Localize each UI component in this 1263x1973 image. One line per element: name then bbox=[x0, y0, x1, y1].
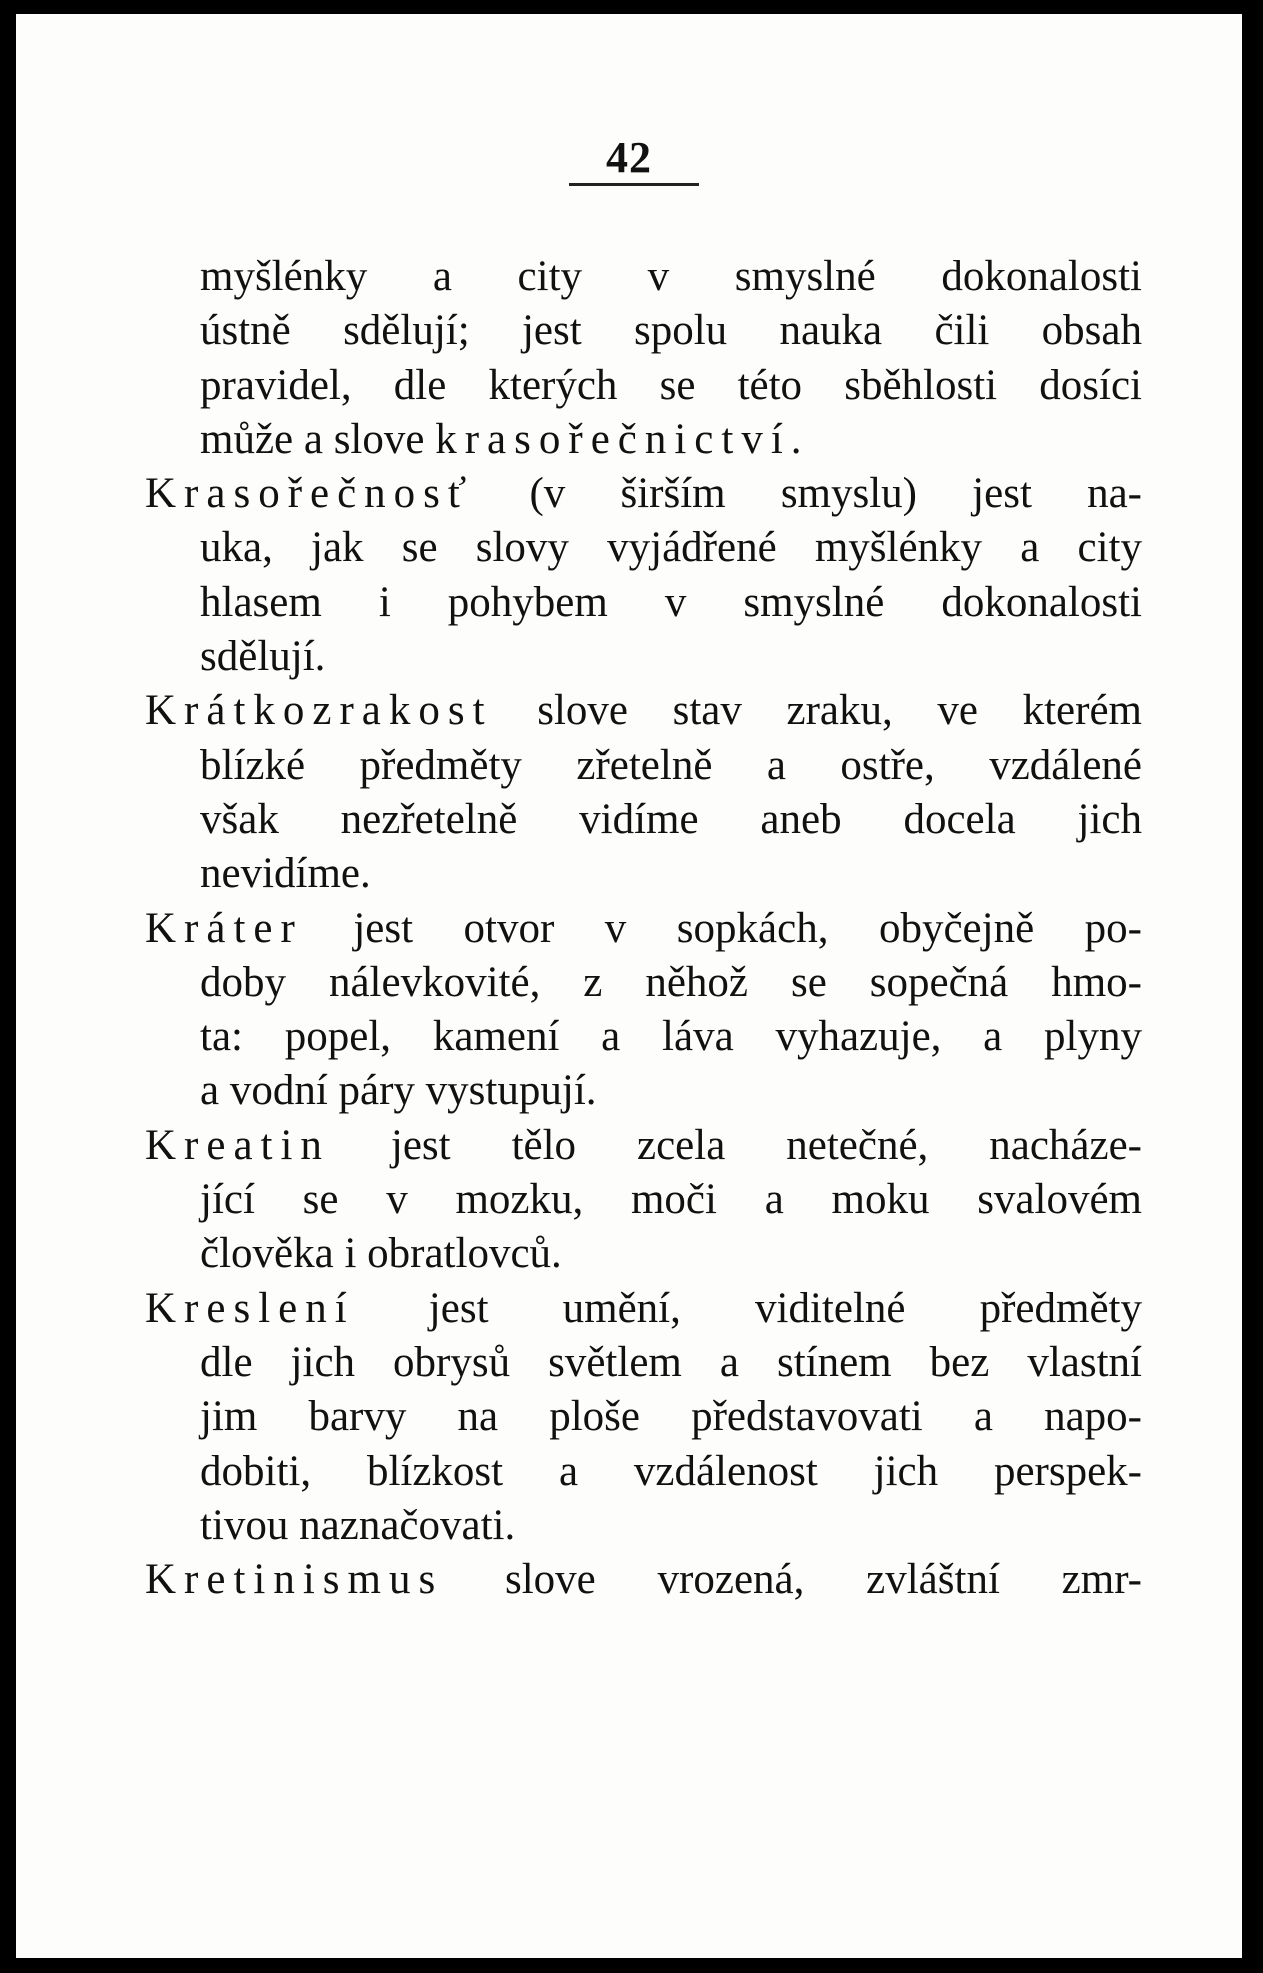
text-line bbox=[145, 1173, 1142, 1227]
line-text: blízké předměty zřetelně a ostře, vzdálené bbox=[200, 741, 1142, 789]
text-line bbox=[145, 793, 1142, 847]
headword: Krátkozrakost bbox=[145, 687, 493, 735]
line-text: myšlénky a city v smyslné dokonalosti bbox=[200, 253, 1142, 300]
entry-headword-line bbox=[145, 1119, 1142, 1173]
line-text: jest umění, viditelné předměty bbox=[354, 1284, 1142, 1332]
line-text: jim barvy na ploše představovati a napo- bbox=[200, 1393, 1142, 1441]
line-text: dobiti, blízkost a vzdálenost jich perspek- bbox=[200, 1447, 1142, 1495]
line-text: hlasem i pohybem v smyslné dokonalosti bbox=[200, 578, 1142, 626]
headword: Kráter bbox=[145, 904, 303, 952]
text-line bbox=[145, 1336, 1142, 1390]
line-text: uka, jak se slovy vyjádřené myšlénky a city bbox=[200, 524, 1142, 572]
headword: Kreatin bbox=[145, 1121, 330, 1169]
page-body-text bbox=[145, 250, 1142, 1607]
text-line bbox=[145, 359, 1142, 413]
text-line bbox=[145, 1445, 1142, 1499]
line-text: nevidíme. bbox=[200, 850, 371, 898]
line-text: tivou naznačovati. bbox=[200, 1501, 516, 1549]
line-text: jest otvor v sopkách, obyčejně po- bbox=[302, 904, 1142, 952]
text-line bbox=[145, 956, 1142, 1010]
headword: krasořečnictví. bbox=[435, 415, 810, 463]
line-text: pravidel, dle kterých se této sběhlosti dosíci bbox=[200, 361, 1142, 409]
line-text: (v širším smyslu) jest na- bbox=[474, 470, 1142, 518]
page-number-rule bbox=[569, 183, 699, 186]
line-text: člověka i obratlovců. bbox=[200, 1230, 562, 1278]
entry-headword-line bbox=[145, 1553, 1142, 1607]
text-line bbox=[145, 413, 1142, 467]
line-text: slove vrozená, zvláštní zmr- bbox=[443, 1556, 1142, 1604]
text-line bbox=[145, 1064, 1142, 1118]
headword: Krasořečnosť bbox=[145, 470, 475, 518]
text-line bbox=[145, 521, 1142, 575]
line-text: dle jich obrysů světlem a stínem bez vlastní bbox=[200, 1338, 1142, 1386]
text-line bbox=[145, 1227, 1142, 1281]
line-text: doby nálevkovité, z něhož se sopečná hmo- bbox=[200, 958, 1142, 1006]
book-page bbox=[16, 14, 1242, 1958]
line-text: sdělují. bbox=[200, 633, 326, 681]
entry-headword-line bbox=[145, 902, 1142, 956]
line-text: ústně sdělují; jest spolu nauka čili obsah bbox=[200, 307, 1142, 355]
entry-headword-line bbox=[145, 467, 1142, 521]
line-text: jící se v mozku, moči a moku svalovém bbox=[200, 1176, 1142, 1224]
text-line bbox=[145, 847, 1142, 901]
text-line bbox=[145, 630, 1142, 684]
text-line bbox=[145, 739, 1142, 793]
text-line bbox=[145, 1010, 1142, 1064]
line-text: může a slove bbox=[200, 415, 436, 463]
page-number: 42 bbox=[606, 133, 652, 182]
headword: Kreslení bbox=[145, 1284, 355, 1332]
text-line bbox=[145, 1499, 1142, 1553]
line-text: a vodní páry vystupují. bbox=[200, 1067, 597, 1115]
text-line bbox=[145, 250, 1142, 304]
text-line bbox=[145, 304, 1142, 358]
line-text: slove stav zraku, ve kterém bbox=[492, 687, 1142, 735]
headword: Kretinismus bbox=[145, 1556, 444, 1604]
text-line bbox=[145, 1390, 1142, 1444]
line-text: však nezřetelně vidíme aneb docela jich bbox=[200, 795, 1142, 843]
entry-headword-line bbox=[145, 1282, 1142, 1336]
line-text: ta: popel, kamení a láva vyhazuje, a plyny bbox=[200, 1013, 1142, 1061]
entry-headword-line bbox=[145, 684, 1142, 738]
line-text: jest tělo zcela netečné, nacháze- bbox=[329, 1121, 1142, 1169]
text-line bbox=[145, 576, 1142, 630]
